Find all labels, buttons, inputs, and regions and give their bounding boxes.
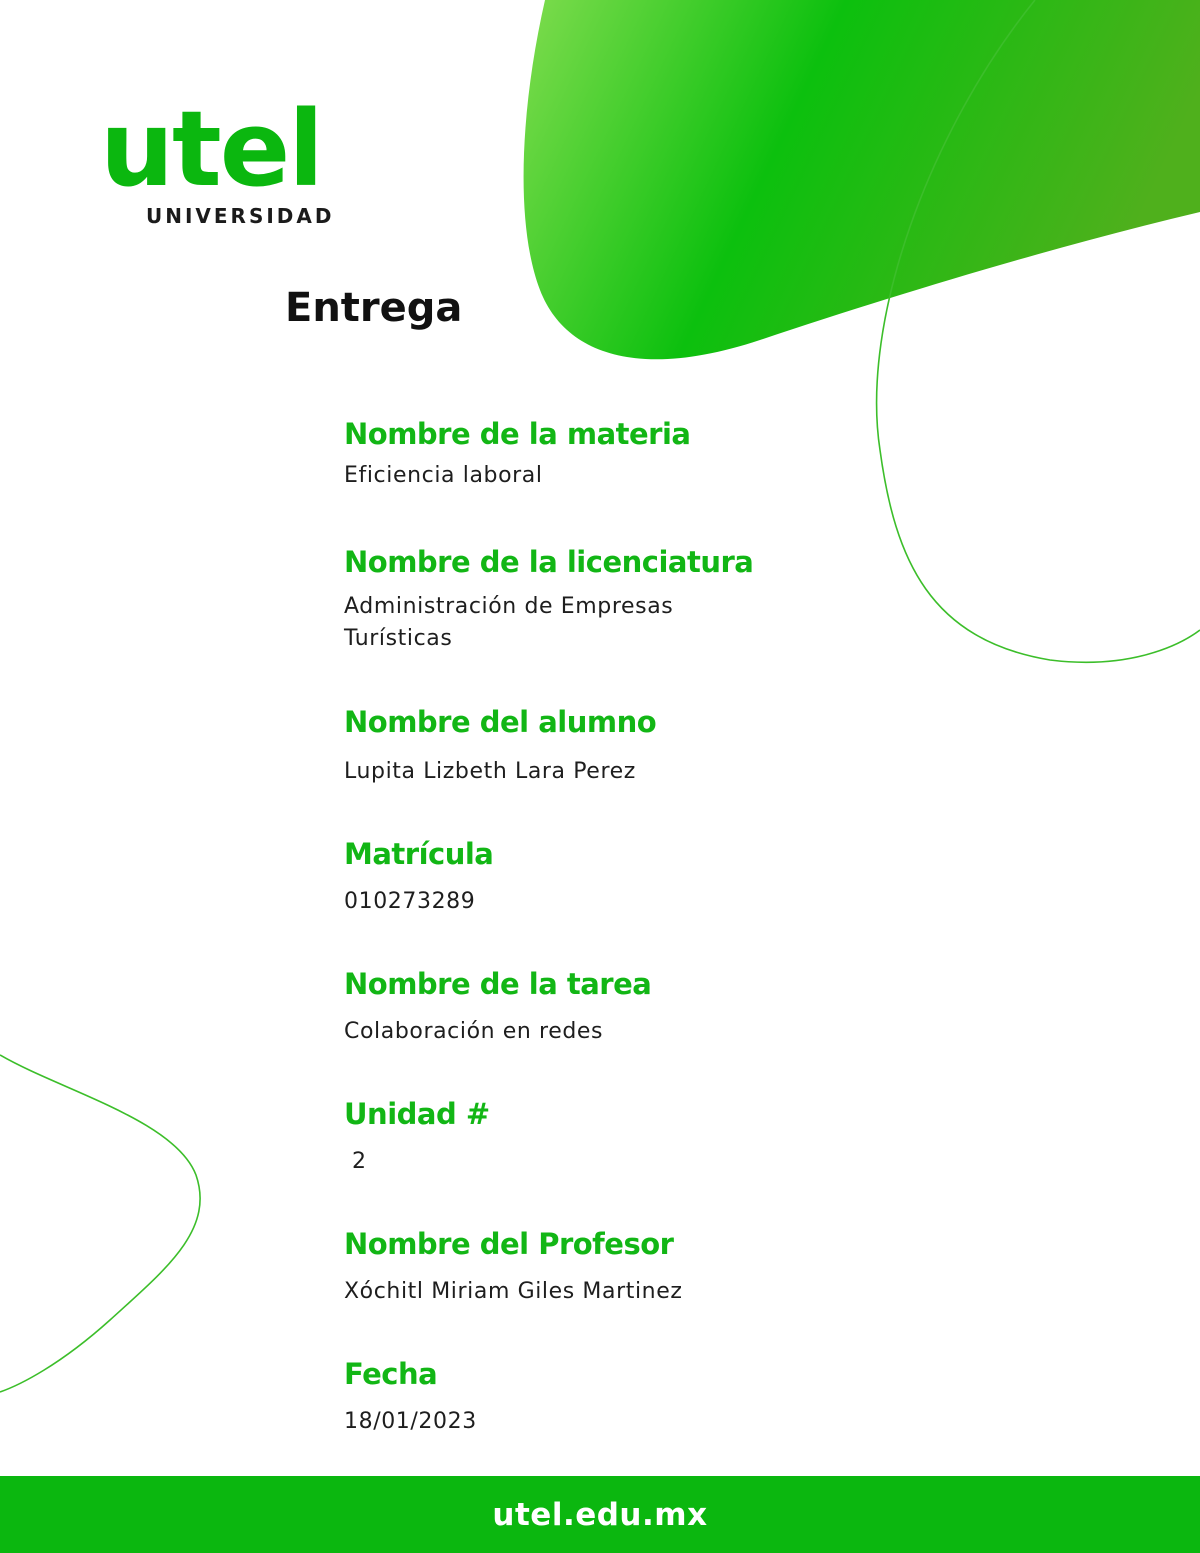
page-title: Entrega xyxy=(285,285,463,331)
field-label: Unidad # xyxy=(344,1097,490,1131)
field-value: Administración de Empresas Turísticas xyxy=(344,594,674,651)
field-label: Nombre de la materia xyxy=(344,417,691,451)
field-value: 2 xyxy=(352,1149,367,1174)
field-label: Nombre de la tarea xyxy=(344,967,652,1001)
field-label: Nombre de la licenciatura xyxy=(344,545,754,579)
field-materia xyxy=(344,416,904,492)
footer-url[interactable]: utel.edu.mx xyxy=(492,1496,708,1533)
utel-logo xyxy=(100,88,420,240)
field-value: Xóchitl Miriam Giles Martinez xyxy=(344,1279,683,1304)
field-label: Nombre del alumno xyxy=(344,705,657,739)
logo-subtitle: UNIVERSIDAD xyxy=(146,204,335,228)
field-value: Colaboración en redes xyxy=(344,1019,604,1044)
field-label: Nombre del Profesor xyxy=(344,1227,674,1261)
field-value: 010273289 xyxy=(344,889,476,914)
logo-wordmark: utel xyxy=(100,88,322,210)
field-matricula xyxy=(344,836,904,918)
field-fecha xyxy=(344,1356,904,1438)
field-licenciatura xyxy=(344,544,904,655)
outline-curve-right xyxy=(877,0,1200,662)
field-value: Eficiencia laboral xyxy=(344,463,543,488)
field-value: Lupita Lizbeth Lara Perez xyxy=(344,759,636,784)
field-tarea xyxy=(344,966,904,1048)
field-unidad xyxy=(344,1096,904,1178)
field-alumno xyxy=(344,704,904,788)
field-label: Matrícula xyxy=(344,837,494,871)
field-value: 18/01/2023 xyxy=(344,1409,477,1434)
outline-curve-left xyxy=(0,1055,200,1392)
green-blob-shape xyxy=(524,0,1200,359)
field-label: Fecha xyxy=(344,1357,438,1391)
field-profesor xyxy=(344,1226,904,1308)
footer-bar xyxy=(0,1476,1200,1553)
